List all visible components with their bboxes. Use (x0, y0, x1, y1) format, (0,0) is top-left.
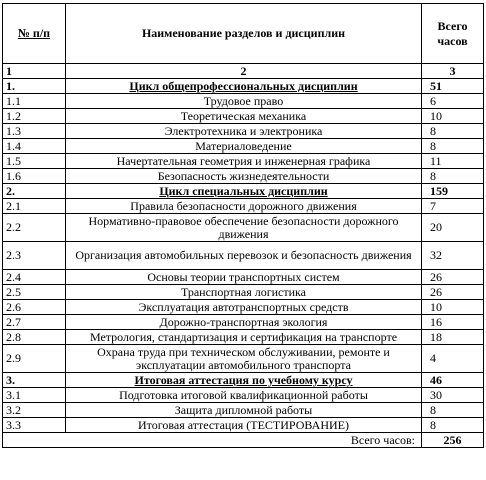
row-number: 1.3 (3, 124, 66, 139)
row-number: 2.2 (3, 214, 66, 242)
row-hours: 20 (422, 214, 484, 242)
row-number: 1.4 (3, 139, 66, 154)
row-title: Материаловедение (66, 139, 422, 154)
table-body (3, 79, 484, 433)
index-col-1: 1 (3, 64, 66, 79)
row-hours: 8 (422, 403, 484, 418)
row-number: 3.1 (3, 388, 66, 403)
row-hours: 8 (422, 169, 484, 184)
row-title: Метрология, стандартизация и сертификация на транспорте (66, 330, 422, 345)
row-title: Транспортная логистика (66, 285, 422, 300)
header-num: № п/п (3, 4, 66, 64)
row-number: 1.5 (3, 154, 66, 169)
table-row (3, 345, 484, 373)
row-hours: 10 (422, 300, 484, 315)
row-hours: 6 (422, 94, 484, 109)
row-number: 2.4 (3, 270, 66, 285)
row-number: 1.6 (3, 169, 66, 184)
row-hours: 4 (422, 345, 484, 373)
row-title: Нормативно-правовое обеспечение безопасности дорожного движения (66, 214, 422, 242)
header-hours-line1: Всего (437, 18, 468, 33)
table-row (3, 154, 484, 169)
table-row (3, 300, 484, 315)
row-title: Охрана труда при техническом обслуживании, ремонте и эксплуатации автомобильного транспорта (66, 345, 422, 373)
row-number: 1.2 (3, 109, 66, 124)
row-number: 1. (3, 79, 66, 94)
row-title: Электротехника и электроника (66, 124, 422, 139)
row-title: Защита дипломной работы (66, 403, 422, 418)
row-hours: 30 (422, 388, 484, 403)
table-row (3, 285, 484, 300)
row-hours: 26 (422, 270, 484, 285)
header-row (3, 4, 484, 64)
table-row (3, 139, 484, 154)
row-hours: 8 (422, 124, 484, 139)
row-hours: 11 (422, 154, 484, 169)
index-col-2: 2 (66, 64, 422, 79)
row-number: 2.6 (3, 300, 66, 315)
column-index-row (3, 64, 484, 79)
table-row (3, 270, 484, 285)
row-hours: 7 (422, 199, 484, 214)
row-hours: 8 (422, 418, 484, 433)
row-number: 3.3 (3, 418, 66, 433)
table-row (3, 109, 484, 124)
row-hours: 10 (422, 109, 484, 124)
row-hours: 46 (422, 373, 484, 388)
header-hours (422, 4, 484, 64)
row-hours: 159 (422, 184, 484, 199)
table-row (3, 94, 484, 109)
row-title: Теоретическая механика (66, 109, 422, 124)
row-title: Итоговая аттестация по учебному курсу (66, 373, 422, 388)
row-number: 2.1 (3, 199, 66, 214)
row-number: 3.2 (3, 403, 66, 418)
row-number: 1.1 (3, 94, 66, 109)
table-row (3, 199, 484, 214)
row-hours: 8 (422, 139, 484, 154)
row-title: Трудовое право (66, 94, 422, 109)
table-row (3, 403, 484, 418)
row-title: Итоговая аттестация (ТЕСТИРОВАНИЕ) (66, 418, 422, 433)
row-hours: 18 (422, 330, 484, 345)
table-row (3, 418, 484, 433)
row-number: 2.5 (3, 285, 66, 300)
index-col-3: 3 (422, 64, 484, 79)
total-label: Всего часов: (3, 433, 422, 448)
row-number: 2.8 (3, 330, 66, 345)
total-row (3, 433, 484, 448)
row-title: Дорожно-транспортная экология (66, 315, 422, 330)
table-row (3, 388, 484, 403)
row-number: 2.3 (3, 242, 66, 270)
row-hours: 51 (422, 79, 484, 94)
row-number: 2.9 (3, 345, 66, 373)
table-row (3, 315, 484, 330)
row-title: Безопасность жизнедеятельности (66, 169, 422, 184)
table-row (3, 242, 484, 270)
row-title: Подготовка итоговой квалификационной работы (66, 388, 422, 403)
row-hours: 26 (422, 285, 484, 300)
header-hours-line2: часов (437, 33, 468, 48)
row-title: Организация автомобильных перевозок и безопасность движения (66, 242, 422, 270)
total-value: 256 (422, 433, 484, 448)
curriculum-table (2, 3, 484, 448)
row-title: Эксплуатация автотранспортных средств (66, 300, 422, 315)
section-row (3, 373, 484, 388)
row-title: Начертательная геометрия и инженерная графика (66, 154, 422, 169)
table-row (3, 330, 484, 345)
section-row (3, 184, 484, 199)
table-row (3, 169, 484, 184)
row-hours: 32 (422, 242, 484, 270)
row-number: 2. (3, 184, 66, 199)
table-row (3, 124, 484, 139)
section-row (3, 79, 484, 94)
row-number: 3. (3, 373, 66, 388)
row-title: Правила безопасности дорожного движения (66, 199, 422, 214)
row-number: 2.7 (3, 315, 66, 330)
row-title: Цикл общепрофессиональных дисциплин (66, 79, 422, 94)
row-hours: 16 (422, 315, 484, 330)
row-title: Цикл специальных дисциплин (66, 184, 422, 199)
header-name: Наименование разделов и дисциплин (66, 4, 422, 64)
table-row (3, 214, 484, 242)
row-title: Основы теории транспортных систем (66, 270, 422, 285)
